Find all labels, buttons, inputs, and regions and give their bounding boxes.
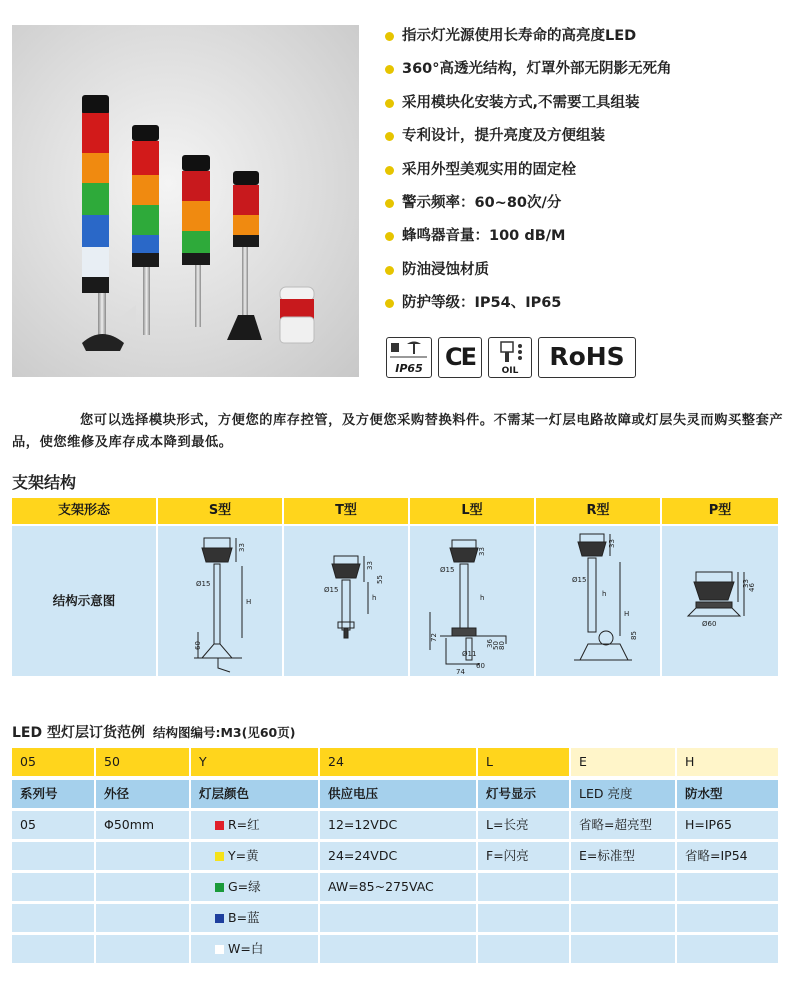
svg-text:46: 46 (748, 583, 756, 592)
svg-text:33: 33 (366, 561, 374, 570)
table-cell (12, 904, 94, 932)
rohs-badge: RoHS (538, 337, 636, 378)
row-label-cell (12, 526, 156, 676)
table-cell (478, 935, 569, 963)
table-row (12, 842, 778, 870)
table-cell (96, 842, 189, 870)
oil-text: OIL (501, 366, 519, 376)
header-cell: 供应电压 (320, 780, 476, 808)
table-cell (12, 842, 94, 870)
table-cell (96, 904, 189, 932)
header-cell: 系列号 (12, 780, 94, 808)
list-item: 防护等级：IP54、IP65 (385, 293, 790, 326)
list-item: 采用外型美观实用的固定栓 (385, 160, 790, 193)
svg-text:Ø11: Ø11 (462, 650, 477, 658)
table-cell (12, 935, 94, 963)
header-cell: 外径 (96, 780, 189, 808)
table-cell: E=标准型 (571, 842, 675, 870)
list-item: 蜂鸣器音量：100 dB/M (385, 226, 790, 259)
list-item: 指示灯光源使用长寿命的高亮度LED (385, 26, 790, 59)
color-cell: B=蓝 (191, 904, 318, 932)
s-type-drawing (158, 526, 282, 676)
header-cell: 灯号显示 (478, 780, 569, 808)
product-photo (12, 25, 359, 377)
bullet-icon (385, 232, 394, 241)
code-cell: E (571, 748, 675, 776)
table-cell (96, 873, 189, 901)
table-cell (571, 904, 675, 932)
bullet-icon (385, 266, 394, 275)
s-type-diagram (158, 526, 282, 676)
code-cell: Y (191, 748, 318, 776)
l-type-drawing (410, 526, 534, 676)
header-cell: R型 (536, 498, 660, 524)
svg-text:72: 72 (430, 633, 438, 642)
signal-tower-illustration (12, 25, 359, 377)
ip65-badge (386, 337, 432, 378)
table-cell (677, 873, 778, 901)
svg-text:33: 33 (238, 543, 246, 552)
code-cell: 05 (12, 748, 94, 776)
header-cell: T型 (284, 498, 408, 524)
tower-two-tier (227, 171, 262, 340)
header-row (12, 780, 778, 808)
p-type-drawing (662, 526, 778, 676)
table-cell (478, 873, 569, 901)
svg-text:Ø15: Ø15 (324, 586, 339, 594)
table-cell (320, 904, 476, 932)
svg-text:Ø60: Ø60 (702, 620, 717, 628)
table-row (12, 935, 778, 963)
table-cell (320, 935, 476, 963)
tower-five-tier (82, 95, 124, 351)
t-type-drawing (284, 526, 408, 676)
white-swatch (215, 945, 224, 954)
svg-text:h: h (372, 594, 377, 602)
section-title: 支架结构 (12, 473, 77, 492)
r-type-drawing (536, 526, 660, 676)
table-cell (571, 935, 675, 963)
order-title-main: LED 型灯层订货范例 (12, 725, 145, 741)
list-item: 专利设计，提升亮度及方便组装 (385, 126, 790, 159)
code-cell: 50 (96, 748, 189, 776)
l-type-diagram (410, 526, 534, 676)
table-cell: Φ50mm (96, 811, 189, 839)
table-row (12, 904, 778, 932)
svg-text:33: 33 (742, 579, 750, 588)
feature-list (385, 26, 790, 327)
color-cell: W=白 (191, 935, 318, 963)
svg-text:55: 55 (376, 575, 384, 584)
code-cell: H (677, 748, 778, 776)
row-label: 结构示意图 (52, 593, 116, 608)
header-cell: S型 (158, 498, 282, 524)
table-cell (571, 873, 675, 901)
red-swatch (215, 821, 224, 830)
list-item: 采用模块化安装方式,不需要工具组装 (385, 93, 790, 126)
header-cell: 防水型 (677, 780, 778, 808)
header-cell: L型 (410, 498, 534, 524)
table-cell: 05 (12, 811, 94, 839)
bracket-table (12, 498, 778, 676)
table-cell (12, 873, 94, 901)
svg-text:H: H (624, 610, 630, 618)
header-cell: LED 亮度 (571, 780, 675, 808)
table-cell: L=长亮 (478, 811, 569, 839)
intro-paragraph: 您可以选择模块形式，方便您的库存控管，及方便您采购替换料件。不需某一灯层电路故障或灯层失灵而购买整套产品，使您维修及库存成本降到最低。 (12, 413, 784, 450)
svg-text:33: 33 (478, 547, 486, 556)
svg-text:36: 36 (486, 639, 494, 648)
yellow-swatch (215, 852, 224, 861)
table-cell: 24=24VDC (320, 842, 476, 870)
table-row (12, 873, 778, 901)
tower-four-tier (120, 125, 159, 335)
table-cell (677, 935, 778, 963)
oil-badge (488, 337, 532, 378)
table-cell (96, 935, 189, 963)
svg-text:60: 60 (194, 641, 202, 650)
tower-single-tier (280, 287, 314, 343)
table-cell: 省略=超亮型 (571, 811, 675, 839)
svg-text:H: H (246, 598, 252, 606)
code-cell: 24 (320, 748, 476, 776)
table-cell: H=IP65 (677, 811, 778, 839)
bullet-icon (385, 32, 394, 41)
bullet-icon (385, 299, 394, 308)
svg-text:Ø15: Ø15 (572, 576, 587, 584)
table-row (12, 811, 778, 839)
svg-text:74: 74 (456, 668, 465, 676)
color-cell: Y=黄 (191, 842, 318, 870)
header-cell: 支架形态 (12, 498, 156, 524)
bullet-icon (385, 199, 394, 208)
table-cell (677, 904, 778, 932)
order-title (12, 722, 295, 742)
r-type-diagram (536, 526, 660, 676)
bullet-icon (385, 65, 394, 74)
svg-text:h: h (480, 594, 485, 602)
table-cell (478, 904, 569, 932)
order-subtitle: 结构图编号:M3(见60页) (152, 725, 296, 740)
table-cell: 12=12VDC (320, 811, 476, 839)
svg-text:Ø15: Ø15 (440, 566, 455, 574)
svg-text:h: h (602, 590, 607, 598)
ce-badge: CE (438, 337, 482, 378)
svg-text:60: 60 (476, 662, 485, 670)
bullet-icon (385, 132, 394, 141)
green-swatch (215, 883, 224, 892)
tower-three-tier (182, 155, 210, 327)
bullet-icon (385, 166, 394, 175)
blue-swatch (215, 914, 224, 923)
svg-text:85: 85 (630, 631, 638, 640)
svg-text:33: 33 (608, 539, 616, 548)
list-item: 警示频率：60~80次/分 (385, 193, 790, 226)
code-row (12, 748, 778, 776)
header-cell: 灯层颜色 (191, 780, 318, 808)
svg-text:50: 50 (492, 641, 500, 650)
ip-rating-text: IP65 (395, 362, 423, 375)
t-type-diagram (284, 526, 408, 676)
color-cell: G=绿 (191, 873, 318, 901)
header-cell: P型 (662, 498, 778, 524)
list-item: 防油浸蚀材质 (385, 260, 790, 293)
svg-text:Ø15: Ø15 (196, 580, 211, 588)
bullet-icon (385, 99, 394, 108)
table-cell: F=闪亮 (478, 842, 569, 870)
color-cell: R=红 (191, 811, 318, 839)
table-cell: 省略=IP54 (677, 842, 778, 870)
table-cell: AW=85~275VAC (320, 873, 476, 901)
p-type-diagram (662, 526, 778, 676)
code-cell: L (478, 748, 569, 776)
list-item: 360°高透光结构，灯罩外部无阴影无死角 (385, 59, 790, 92)
svg-text:80: 80 (498, 641, 506, 650)
